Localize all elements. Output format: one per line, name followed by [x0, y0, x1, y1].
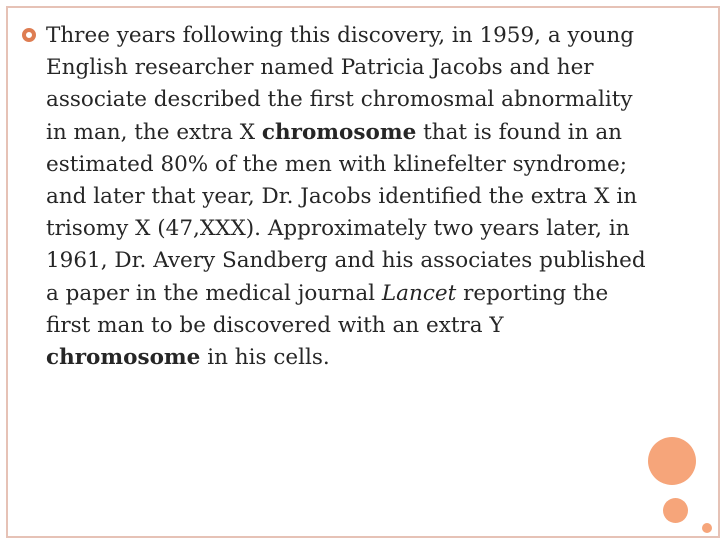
decorative-circle-small [702, 523, 712, 533]
text-segment: Three years following this discovery, in 1959, a young English researcher named Patricia Jacobs and her associate described the first chromosmal abnormality in man, the extra X [46, 23, 635, 145]
ring-bullet-icon [22, 28, 36, 42]
body-text [46, 20, 656, 374]
text-segment: in his cells. [200, 345, 330, 371]
text-segment: reporting the first man to be discovered with an extra Y [46, 280, 609, 338]
text-segment: that is found in an estimated 80% of the men with klinefelter syndrome; and later that year, Dr. Jacobs identified the extra X in trisomy X (47,XXX). Approximately two years later, in 1961, Dr. Avery Sandberg and his associates published a paper in the medical journal [46, 119, 646, 306]
bullet-point [20, 26, 38, 44]
journal-name-italic: Lancet [381, 280, 457, 306]
decorative-circle-large [648, 437, 696, 485]
bold-term-chromosome: chromosome [46, 345, 201, 371]
bold-term-chromosome: chromosome [261, 119, 417, 145]
decorative-circle-medium [663, 498, 688, 523]
